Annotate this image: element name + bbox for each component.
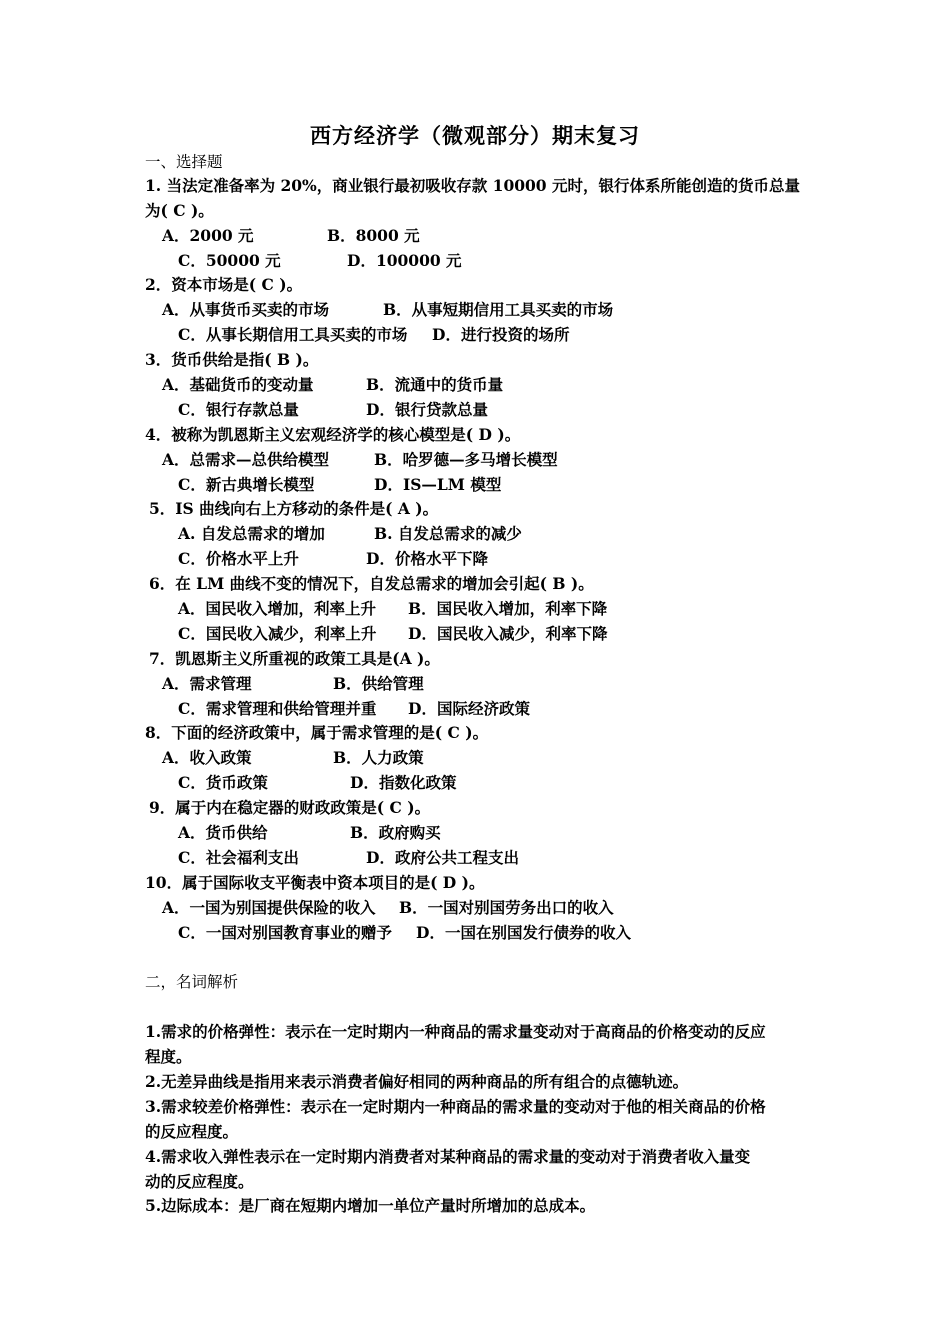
definition-line: 4.需求收入弹性表示在一定时期内消费者对某种商品的需求量的变动对于消费者收入量变 [145,1147,751,1166]
question-8-option-b: B．人力政策 [333,748,424,767]
question-4-option-b: B．哈罗德—多马增长模型 [374,450,558,469]
question-2-option-c: C．从事长期信用工具买卖的市场 [178,325,408,344]
question-1-stem-cont: 为( C )。 [145,201,214,220]
question-6-option-b: B．国民收入增加，利率下降 [408,599,608,618]
section-heading-choice: 一、选择题 [145,153,223,171]
section-heading-terms: 二，名词解析 [145,973,239,991]
question-8-option-d: D．指数化政策 [350,773,457,792]
question-1-option-c: C．50000 元 [178,251,281,270]
question-8-stem: 8．下面的经济政策中，属于需求管理的是( C )。 [145,723,489,742]
question-7-stem: 7．凯恩斯主义所重视的政策工具是(A )。 [149,649,440,668]
question-5-option-d: D．价格水平下降 [366,549,488,568]
question-2-option-a: A．从事货币买卖的市场 [162,300,330,319]
question-3-option-a: A．基础货币的变动量 [162,375,314,394]
question-7-option-c: C．需求管理和供给管理并重 [178,699,377,718]
definition-line: 5.边际成本：是厂商在短期内增加一单位产量时所增加的总成本。 [145,1196,596,1215]
question-6-option-a: A．国民收入增加，利率上升 [178,599,377,618]
question-5-option-b: B. 自发总需求的减少 [374,524,522,543]
question-6-option-c: C．国民收入减少，利率上升 [178,624,377,643]
question-3-option-c: C．银行存款总量 [178,400,299,419]
definition-line: 1.需求的价格弹性：表示在一定时期内一种商品的需求量变动对于高商品的价格变动的反应 [145,1022,766,1041]
question-4-option-c: C．新古典增长模型 [178,475,315,494]
question-7-option-d: D．国际经济政策 [408,699,530,718]
question-2-option-d: D．进行投资的场所 [432,325,570,344]
question-10-option-c: C．一国对别国教育事业的赠予 [178,923,392,942]
question-1-option-d: D．100000 元 [347,251,462,270]
definition-line: 3.需求较差价格弹性：表示在一定时期内一种商品的需求量的变动对于他的相关商品的价格 [145,1097,766,1116]
question-1-option-b: B．8000 元 [327,226,420,245]
question-5-option-c: C．价格水平上升 [178,549,299,568]
page-title: 西方经济学（微观部分）期末复习 [310,123,640,148]
question-10-stem: 10．属于国际收支平衡表中资本项目的是( D )。 [145,873,485,892]
question-1-stem: 1. 当法定准备率为 20%，商业银行最初吸收存款 10000 元时，银行体系所能创造的货币总量 [145,176,800,195]
question-1-option-a: A．2000 元 [162,226,254,245]
question-10-option-d: D．一国在别国发行债券的收入 [416,923,631,942]
question-9-option-a: A．货币供给 [178,823,268,842]
question-5-option-a: A. 自发总需求的增加 [178,524,325,543]
question-3-option-d: D．银行贷款总量 [366,400,488,419]
question-4-option-a: A．总需求—总供给模型 [162,450,330,469]
question-9-option-d: D．政府公共工程支出 [366,848,519,867]
question-9-option-b: B．政府购买 [350,823,441,842]
question-3-stem: 3．货币供给是指( B )。 [145,350,319,369]
question-3-option-b: B．流通中的货币量 [366,375,504,394]
question-10-option-a: A．一国为别国提供保险的收入 [162,898,376,917]
definition-line: 动的反应程度。 [145,1172,254,1191]
definition-line: 程度。 [145,1047,192,1066]
question-7-option-b: B．供给管理 [333,674,424,693]
question-2-stem: 2．资本市场是( C )。 [145,275,303,294]
question-5-stem: 5．IS 曲线向右上方移动的条件是( A )。 [149,499,439,518]
question-7-option-a: A．需求管理 [162,674,252,693]
definition-line: 2.无差异曲线是指用来表示消费者偏好相同的两种商品的所有组合的点德轨迹。 [145,1072,689,1091]
question-8-option-c: C．货币政策 [178,773,268,792]
question-9-option-c: C．社会福利支出 [178,848,299,867]
question-9-stem: 9．属于内在稳定器的财政政策是( C )。 [149,798,431,817]
question-2-option-b: B．从事短期信用工具买卖的市场 [383,300,614,319]
question-4-option-d: D．IS—LM 模型 [374,475,502,494]
question-4-stem: 4．被称为凯恩斯主义宏观经济学的核心模型是( D )。 [145,425,521,444]
question-6-option-d: D．国民收入减少，利率下降 [408,624,608,643]
question-8-option-a: A．收入政策 [162,748,252,767]
definition-line: 的反应程度。 [145,1122,239,1141]
question-10-option-b: B．一国对别国劳务出口的收入 [399,898,614,917]
question-6-stem: 6．在 LM 曲线不变的情况下，自发总需求的增加会引起( B )。 [149,574,594,593]
